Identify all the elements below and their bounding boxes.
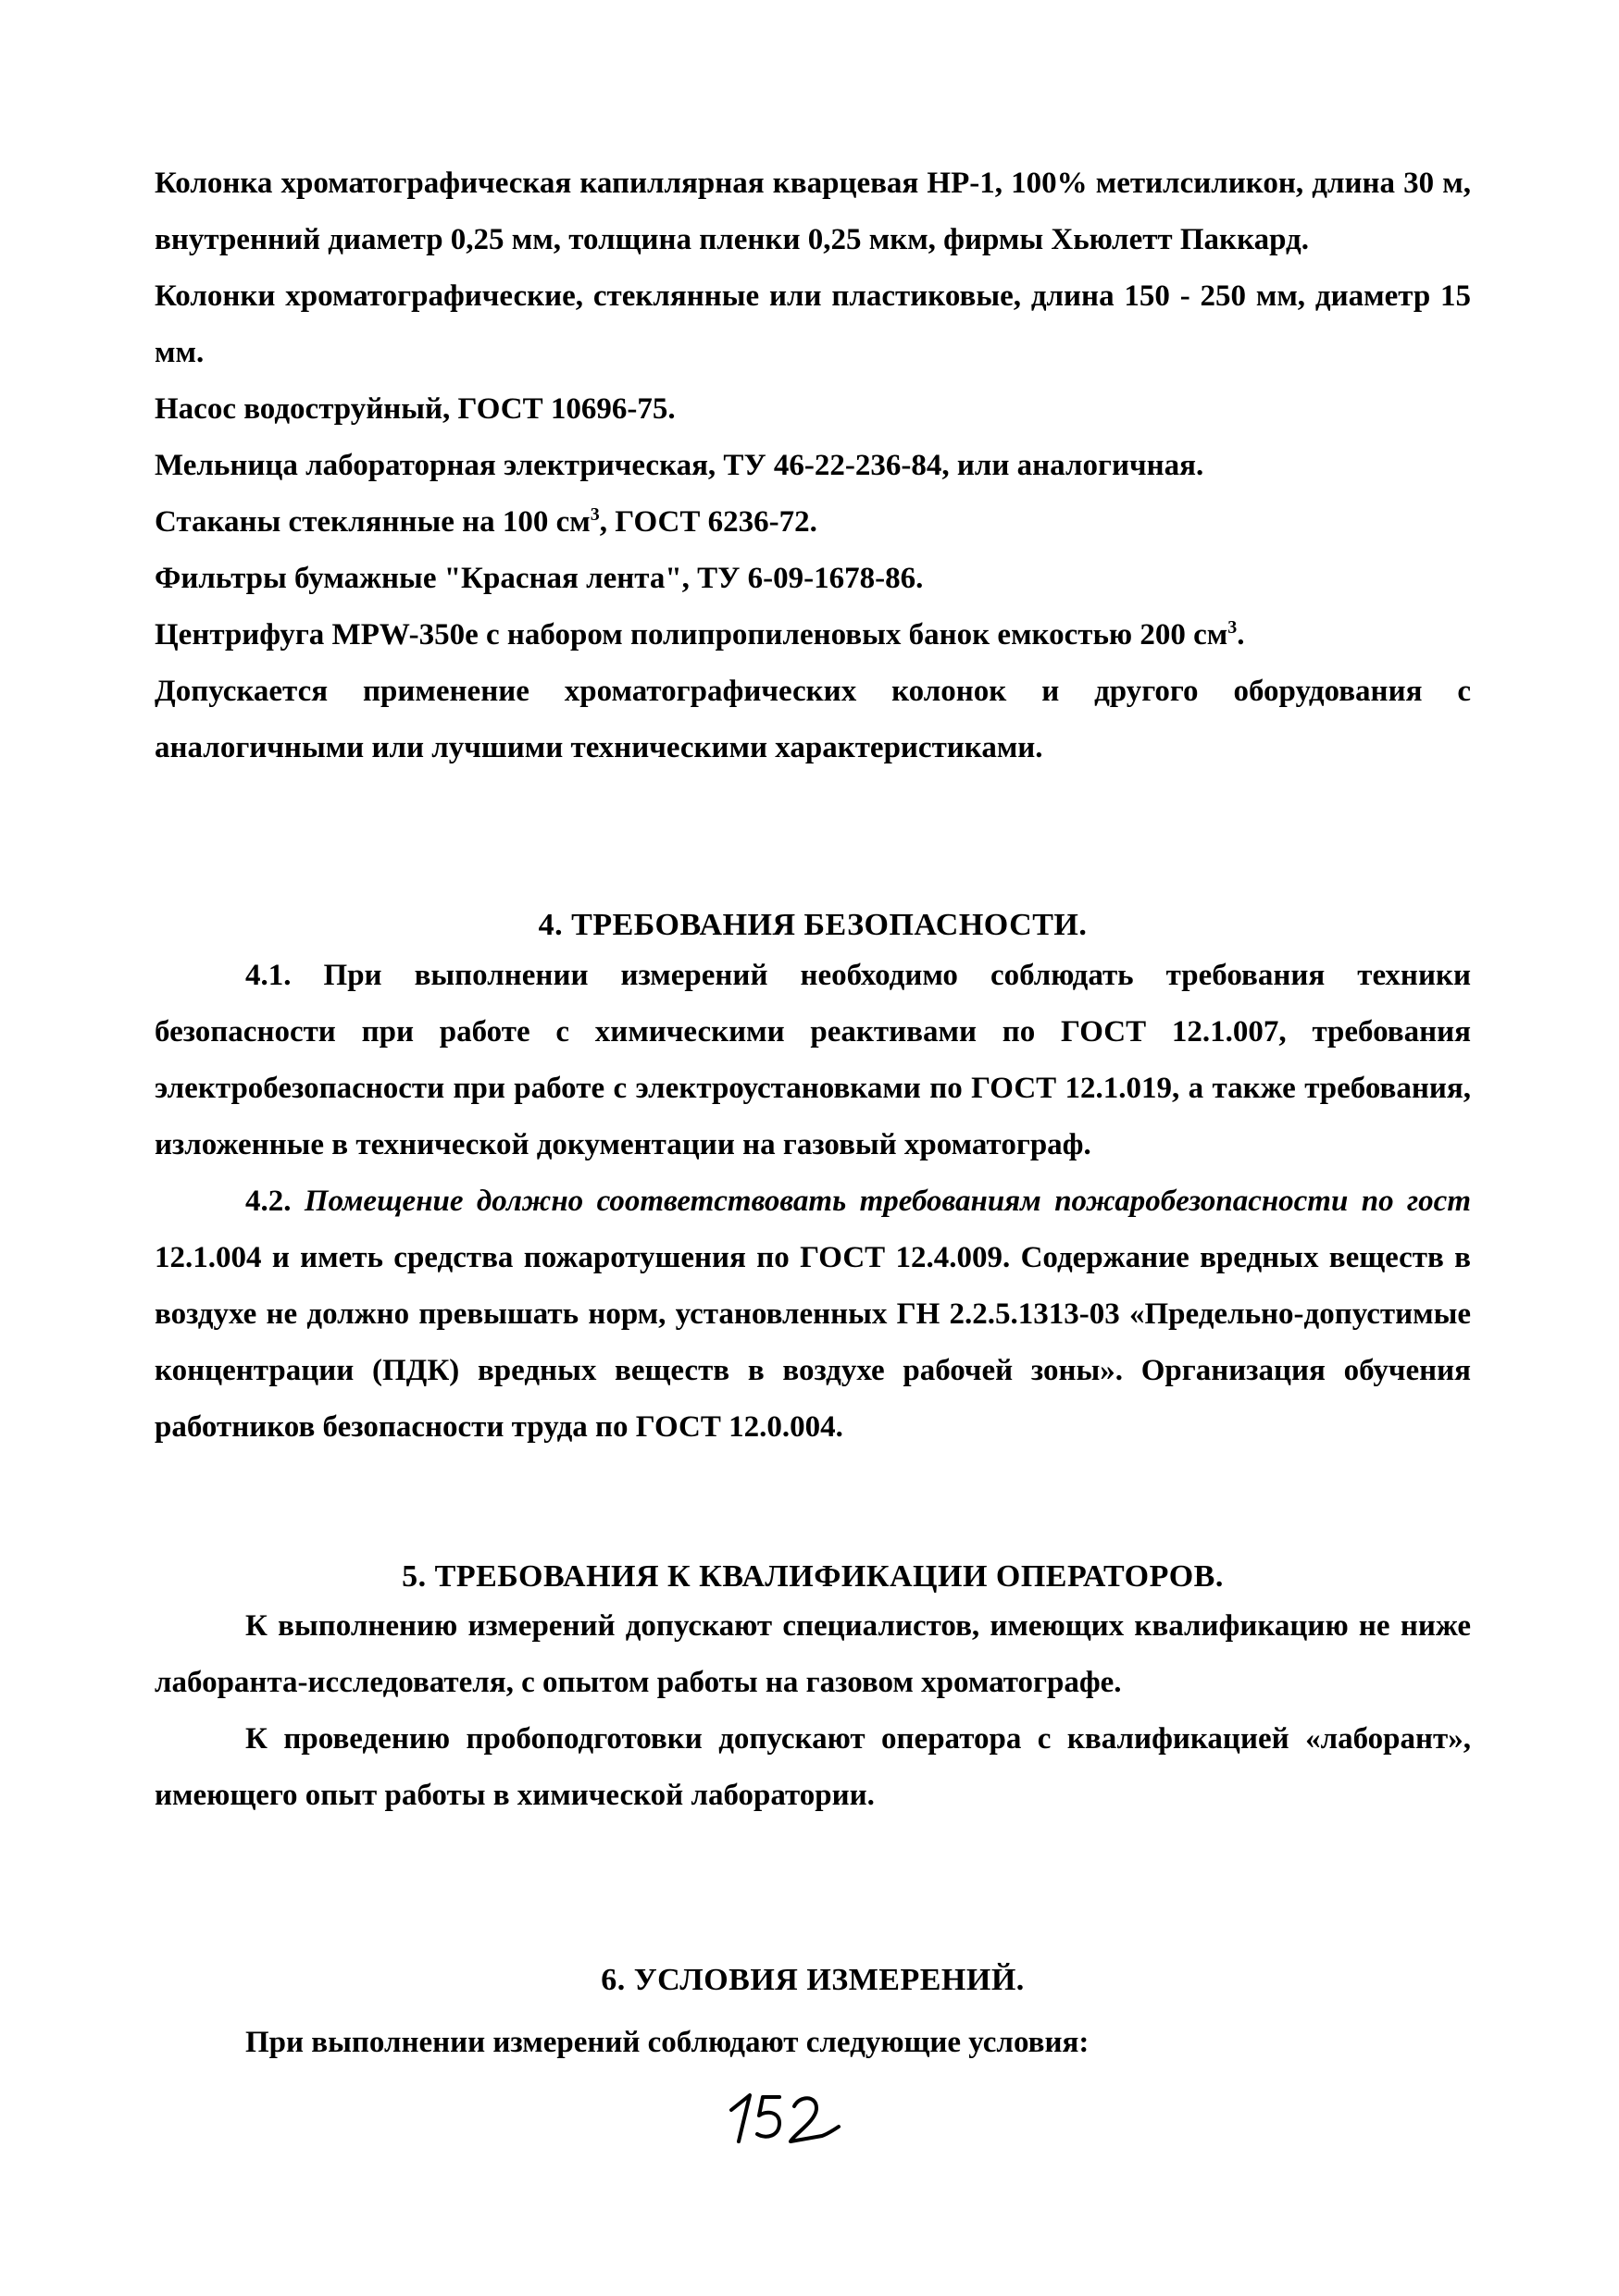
section-4-paragraph-2 <box>155 1173 1471 1456</box>
section-5-title: 5. ТРЕБОВАНИЯ К КВАЛИФИКАЦИИ ОПЕРАТОРОВ. <box>402 1559 1224 1594</box>
equipment-item-beakers <box>155 494 1471 551</box>
section-4-body <box>155 948 1471 1456</box>
beakers-text: Стаканы стеклянные на 100 см <box>155 505 591 539</box>
equipment-item-mill: Мельница лабораторная электрическая, ТУ 46-22-236-84, или аналогичная. <box>155 449 1204 482</box>
section-6-title: 6. УСЛОВИЯ ИЗМЕРЕНИЙ. <box>601 1963 1025 1997</box>
centrifuge-text: Центрифуга MPW-350e с набором полипропиленовых банок емкостью 200 см <box>155 618 1228 652</box>
equipment-list <box>155 155 1471 776</box>
beakers-text-end: , ГОСТ 6236-72. <box>599 505 817 539</box>
equipment-item-filters: Фильтры бумажные "Красная лента", ТУ 6-09-1678-86. <box>155 562 924 595</box>
centrifuge-superscript: 3 <box>1227 617 1238 638</box>
section-5-paragraph-2: К проведению пробоподготовки допускают оператора с квалификацией «лаборант», имеющего опыт работы в химической лаборатории. <box>155 1722 1471 1812</box>
equipment-item-columns-glass: Колонки хроматографические, стеклянные или пластиковые, длина 150 - 250 мм, диаметр 15 мм. <box>155 279 1471 369</box>
section-5-body <box>155 1598 1471 1824</box>
equipment-item-pump: Насос водоструйный, ГОСТ 10696-75. <box>155 392 676 426</box>
handwritten-page-number <box>722 2084 852 2149</box>
section-6-paragraph-1: При выполнении измерений соблюдают следующие условия: <box>245 2026 1090 2059</box>
section-6-body <box>155 2015 1471 2071</box>
section-4-paragraph-1: 4.1. При выполнении измерений необходимо соблюдать требования техники безопасности при работе с химическими реактивами по ГОСТ 12.1.007, требования электробезопасности при работе с электроустановками по ГОСТ 12.1.019, а также требования, изложенные в технической документации на газовый хроматограф. <box>155 959 1471 1161</box>
section-4-title: 4. ТРЕБОВАНИЯ БЕЗОПАСНОСТИ. <box>538 908 1088 942</box>
centrifuge-text-end: . <box>1237 618 1245 652</box>
section-5-paragraph-1: К выполнению измерений допускают специалистов, имеющих квалификацию не ниже лаборанта-исследователя, с опытом работы на газовом хроматографе. <box>155 1609 1471 1699</box>
handwritten-page-number-drawing <box>722 2084 852 2149</box>
equipment-note: Допускается применение хроматографических колонок и другого оборудования с аналогичными или лучшими техническими характеристиками. <box>155 675 1471 764</box>
equipment-item-centrifuge <box>155 607 1471 664</box>
equipment-item-column-capillary: Колонка хроматографическая капиллярная кварцевая HP-1, 100% метилсиликон, длина 30 м, внутренний диаметр 0,25 мм, толщина пленки 0,25 мкм, фирмы Хьюлетт Паккард. <box>155 167 1471 256</box>
beakers-superscript: 3 <box>590 504 600 525</box>
section-4-2-number: 4.2. <box>245 1185 292 1218</box>
section-4-2-italic: Помещение должно соответствовать требованиям пожаробезопасности по гост <box>304 1185 1471 1218</box>
section-4-2-text: 12.1.004 и иметь средства пожаротушения по ГОСТ 12.4.009. Содержание вредных веществ в воздухе не должно превышать норм, установленных ГН 2.2.5.1313-03 «Предельно-допустимые концентрации (ПДК) вредных веществ в воздухе рабочей зоны». Организация обучения работников безопасности труда по ГОСТ 12.0.004. <box>155 1241 1471 1444</box>
